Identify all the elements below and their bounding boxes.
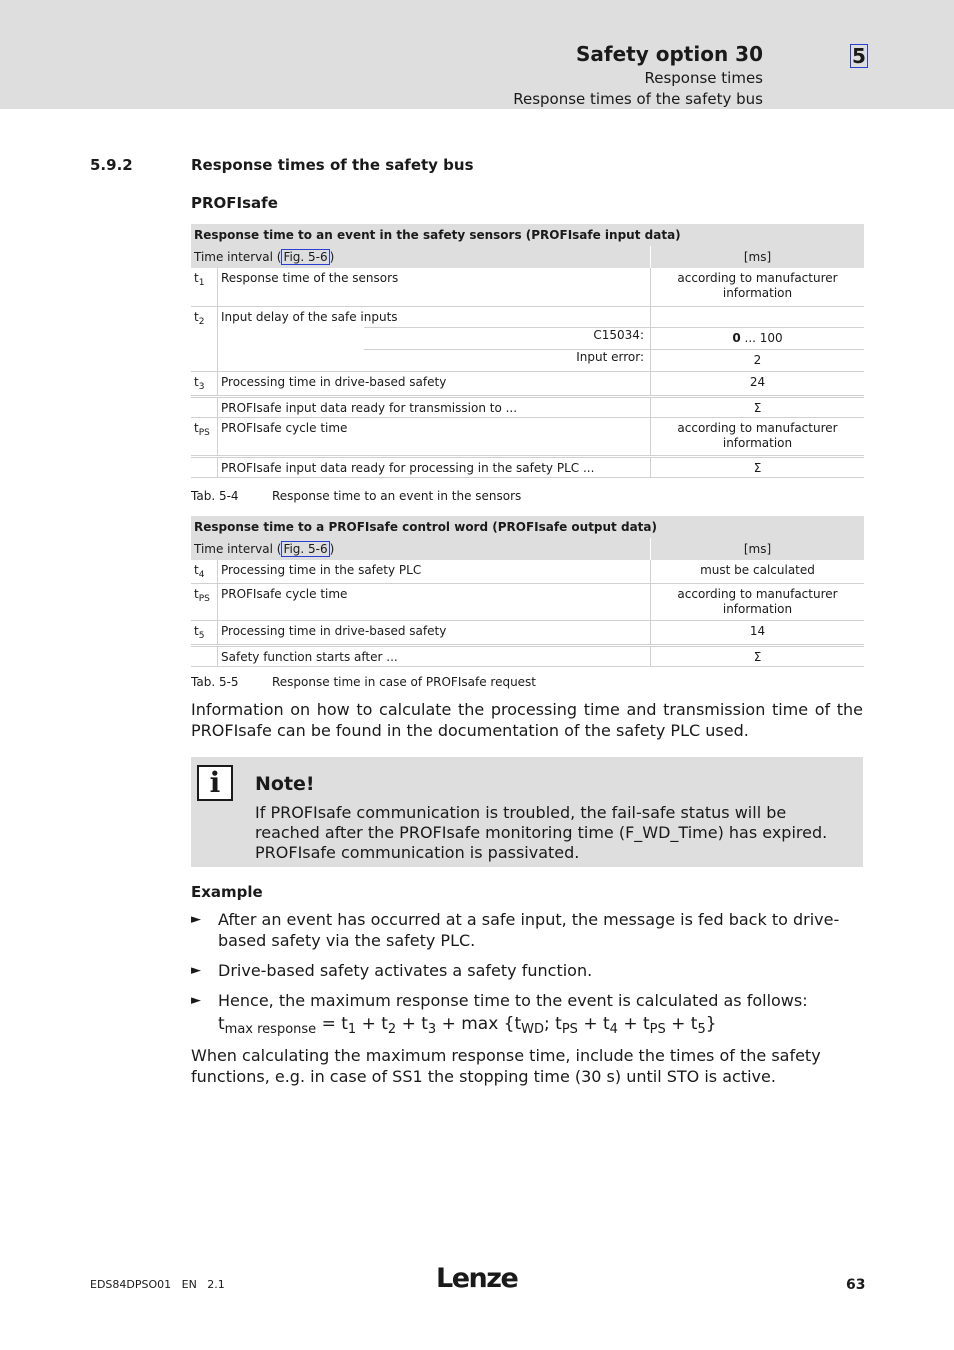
sum-symbol: Σ <box>651 396 865 417</box>
table-row <box>191 306 864 327</box>
param-c15034-label: C15034: <box>364 327 651 349</box>
row-description: Processing time in drive-based safety <box>218 371 651 396</box>
table-row <box>191 560 864 584</box>
table-row <box>191 396 864 417</box>
table-caption-tab55: Tab. 5-5 Response time in case of PROFIsafe request <box>191 675 537 689</box>
table-row <box>191 621 864 646</box>
lenze-logo: Lenze <box>436 1263 518 1294</box>
header-subtitle-2: Response times of the safety bus <box>513 90 763 108</box>
row-value: according to manufacturer information <box>651 584 865 621</box>
note-box <box>191 757 863 867</box>
page-header <box>0 0 954 109</box>
row-description: PROFIsafe cycle time <box>218 584 651 621</box>
row-description: Safety function starts after ... <box>218 646 651 667</box>
param-input-error-label: Input error: <box>364 349 651 371</box>
row-description: Processing time in drive-based safety <box>218 621 651 646</box>
note-title: Note! <box>255 773 315 795</box>
time-interval-row <box>191 538 864 560</box>
row-value: must be calculated <box>651 560 865 584</box>
bullet-arrow-icon: ► <box>191 963 201 978</box>
unit-label: [ms] <box>651 246 865 268</box>
param-input-error-value: 2 <box>651 349 865 371</box>
table-row <box>191 584 864 621</box>
table-caption-tab54: Tab. 5-4 Response time to an event in the sensors <box>191 489 522 503</box>
param-c15034-value: 0 ... 100 <box>651 327 865 349</box>
table-row <box>191 327 864 349</box>
response-table-input <box>191 224 864 478</box>
symbol-t5: $t_5$ <box>191 621 218 646</box>
section-number: 5.9.2 <box>90 156 133 174</box>
table-caption: Response time to an event in the safety sensors (PROFIsafe input data) <box>191 224 864 246</box>
table-caption-row <box>191 224 864 246</box>
row-value: 14 <box>651 621 865 646</box>
table-caption: Response time to a PROFIsafe control word (PROFIsafe output data) <box>191 516 864 538</box>
info-paragraph: Information on how to calculate the processing time and transmission time of the PROFIsafe can be found in the documentation of the safety PLC used. <box>191 700 863 740</box>
profisafe-heading: PROFIsafe <box>191 194 278 212</box>
row-value <box>651 306 865 327</box>
fig-link[interactable]: Fig. 5-6 <box>283 541 328 556</box>
row-value: 24 <box>651 371 865 396</box>
time-interval-label: Time interval ( Fig. 5-6 ) <box>191 246 651 268</box>
time-interval-label: Time interval ( Fig. 5-6 ) <box>191 538 651 560</box>
row-description: Response time of the sensors <box>218 268 651 306</box>
symbol-t4: $t_4$ <box>191 560 218 584</box>
header-title: Safety option 30 <box>576 42 763 66</box>
symbol-t2: $t_2$ <box>191 306 218 371</box>
unit-label: [ms] <box>651 538 865 560</box>
row-value: according to manufacturer information <box>651 417 865 456</box>
response-table-output <box>191 516 864 667</box>
symbol-t3: $t_3$ <box>191 371 218 396</box>
symbol-tps: $t_{PS}$ <box>191 584 218 621</box>
fig-link[interactable]: Fig. 5-6 <box>283 249 328 264</box>
row-value: according to manufacturer information <box>651 268 865 306</box>
symbol-t1: $t_1$ <box>191 268 218 306</box>
row-description: PROFIsafe input data ready for transmission to ... <box>218 396 651 417</box>
header-subtitle-1: Response times <box>644 69 763 87</box>
section-title: Response times of the safety bus <box>191 156 474 174</box>
table-row <box>191 417 864 456</box>
row-description: PROFIsafe input data ready for processing in the safety PLC ... <box>218 456 651 477</box>
table-row <box>191 371 864 396</box>
table-row <box>191 646 864 667</box>
time-interval-row <box>191 246 864 268</box>
document-id: EDS84DPSO01 EN 2.1 <box>90 1278 225 1291</box>
row-description: Processing time in the safety PLC <box>218 560 651 584</box>
chapter-link[interactable]: 5 <box>852 44 866 68</box>
table-caption-row <box>191 516 864 538</box>
sum-symbol: Σ <box>651 646 865 667</box>
example-heading: Example <box>191 883 263 901</box>
info-icon: i <box>197 765 233 801</box>
closing-paragraph: When calculating the maximum response time, include the times of the safety functions, e.g. in case of SS1 the stopping time (30 s) until STO is active. <box>191 1046 821 1086</box>
page-number: 63 <box>846 1277 866 1293</box>
row-description: Input delay of the safe inputs <box>221 309 398 324</box>
note-text: If PROFIsafe communication is troubled, the fail-safe status will be reached after the PROFIsafe monitoring time (F_WD_Time) has expired. PROFIsafe communication is passivated. <box>255 803 828 862</box>
sum-symbol: Σ <box>651 456 865 477</box>
table-row <box>191 268 864 306</box>
table-row <box>191 349 864 371</box>
symbol-tps: $t_{PS}$ <box>191 417 218 456</box>
table-row <box>191 456 864 477</box>
bullet-arrow-icon: ► <box>191 912 201 927</box>
bullet-arrow-icon: ► <box>191 993 201 1008</box>
response-time-formula: $t_{max response} = t_1 + t_2 + t_3 + \max \{t_{WD}$; $t_{PS} + t_4 + t_{PS} + t_5$} <box>218 1014 717 1037</box>
row-description: PROFIsafe cycle time <box>218 417 651 456</box>
